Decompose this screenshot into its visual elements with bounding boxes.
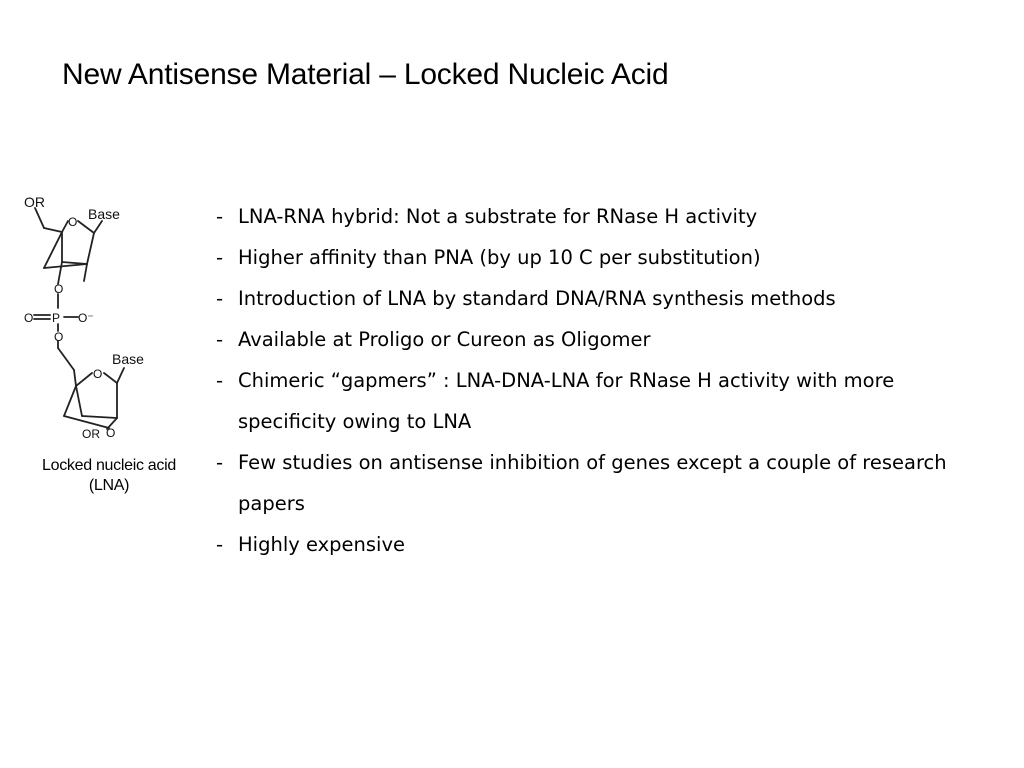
lna-structure-figure [14, 188, 204, 508]
list-item [216, 319, 996, 360]
bullet-dash: - [216, 369, 224, 392]
bullet-text: LNA-RNA hybrid: Not a substrate for RNase H activity [238, 205, 758, 228]
caption-line-1: Locked nucleic acid [42, 457, 176, 474]
bullet-dash: - [216, 533, 224, 556]
linker-oxygen-1: O [54, 282, 64, 296]
phosphate-oxygen-right: O⁻ [78, 311, 94, 325]
slide-title: New Antisense Material – Locked Nucleic Acid [62, 58, 669, 91]
ring-oxygen-bottom: O [93, 367, 103, 381]
list-item [216, 442, 996, 524]
bridge-oxygen-bottom: O [106, 426, 116, 440]
bullet-list [216, 196, 996, 565]
or-bottom-label: OR [82, 427, 100, 441]
bullet-text: Chimeric “gapmers” : LNA-DNA-LNA for RNase H activity with more specificity owing to LNA [238, 369, 895, 433]
list-item [216, 278, 996, 319]
base-bottom-label: Base [112, 351, 144, 367]
or-top-label: OR [24, 194, 45, 210]
list-item [216, 196, 996, 237]
phosphate-p: P [52, 311, 61, 325]
bullet-dash: - [216, 328, 224, 351]
lna-structure-diagram [14, 188, 204, 458]
phosphate-oxygen-left: O [24, 311, 34, 325]
list-item [216, 524, 996, 565]
list-item [216, 237, 996, 278]
bullet-text: Few studies on antisense inhibition of genes except a couple of research papers [238, 451, 947, 515]
bullet-dash: - [216, 205, 224, 228]
ring-oxygen-top: O [68, 215, 78, 229]
bullet-text: Highly expensive [238, 533, 406, 556]
bond [35, 208, 44, 228]
base-top-label: Base [88, 206, 120, 222]
bullet-dash: - [216, 246, 224, 269]
figure-caption [14, 456, 204, 496]
linker-oxygen-2: O [54, 330, 64, 344]
bullet-text: Higher affinity than PNA (by up 10 C per substitution) [238, 246, 761, 269]
list-item [216, 360, 996, 442]
bullet-dash: - [216, 287, 224, 310]
caption-line-2: (LNA) [88, 477, 130, 494]
bullet-text: Introduction of LNA by standard DNA/RNA synthesis methods [238, 287, 836, 310]
bullet-text: Available at Proligo or Cureon as Oligomer [238, 328, 651, 351]
bullet-dash: - [216, 451, 224, 474]
